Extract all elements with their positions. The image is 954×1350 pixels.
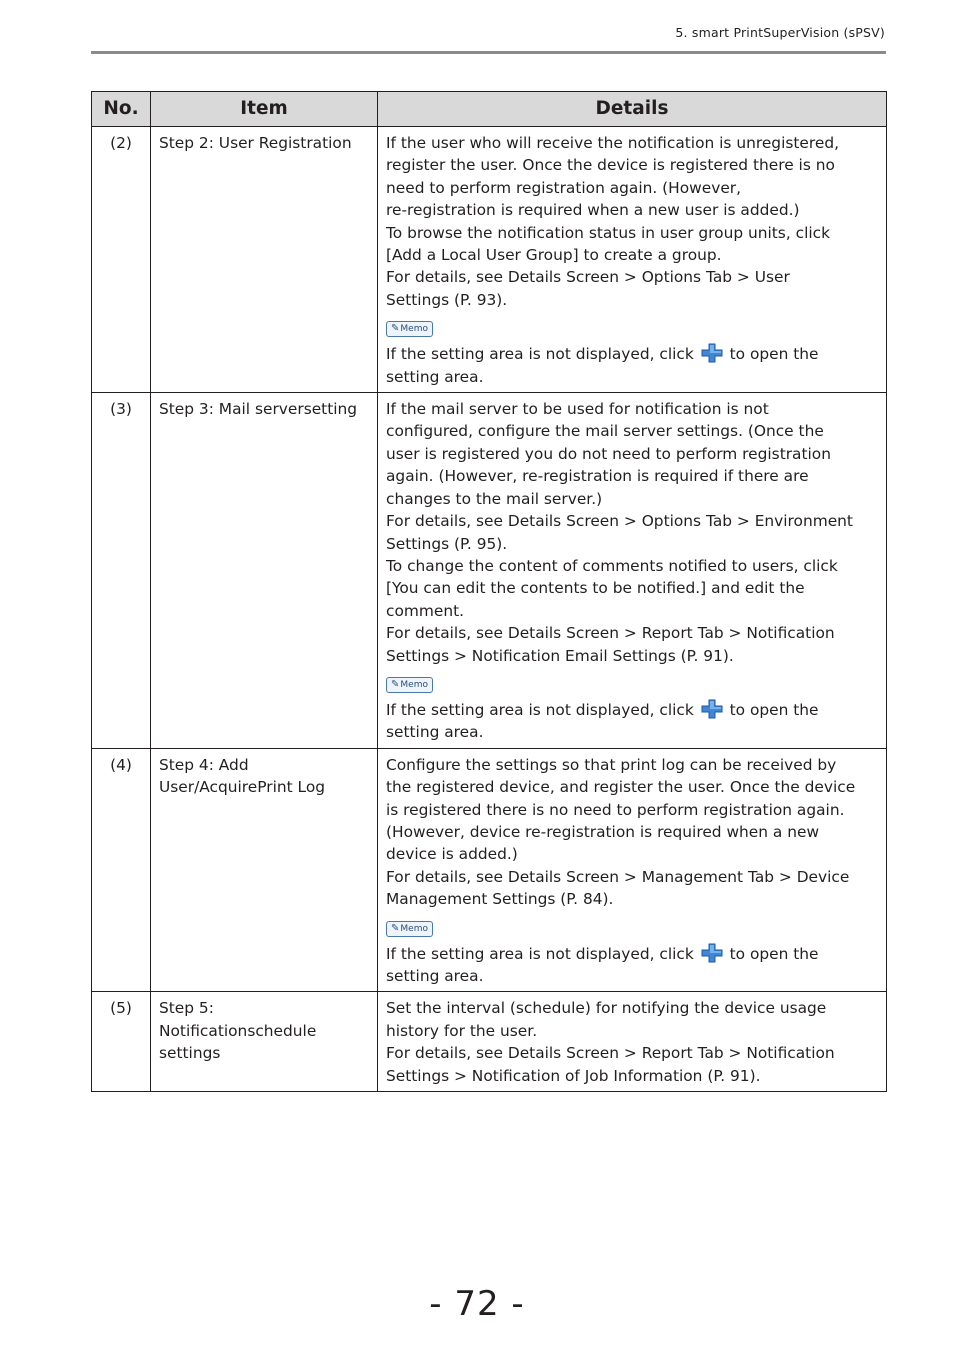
details-line: Management Settings (P. 84). — [386, 890, 614, 909]
details-line: is registered there is no need to perform registration again. — [386, 800, 845, 819]
table-row — [92, 127, 887, 393]
memo-label: Memo — [400, 679, 428, 690]
details-line: re-registration is required when a new user is added.) — [386, 201, 800, 220]
header-rule — [91, 51, 886, 54]
table-row — [92, 393, 887, 749]
details-line: Settings (P. 95). — [386, 534, 508, 553]
details-line: For details, see Details Screen > Options Tab > User — [386, 268, 790, 287]
item-line: setting — [303, 400, 358, 419]
item-line: Print Log — [257, 778, 326, 797]
details-line: If the user who will receive the notification is unregistered, — [386, 134, 839, 152]
details-line: need to perform registration again. (However, — [386, 178, 742, 197]
memo-text-before: If the setting area is not displayed, click — [386, 944, 694, 963]
memo-pencil-icon: ✎ — [391, 922, 400, 934]
column-header-details: Details — [378, 92, 887, 127]
details-line: comment. — [386, 601, 465, 620]
step-item — [151, 127, 378, 393]
item-line: schedule settings — [159, 1021, 317, 1063]
step-details — [378, 748, 887, 992]
details-line: Settings > Notification of Job Information (P. 91). — [386, 1066, 761, 1085]
plus-icon — [701, 699, 723, 719]
step-number: (4) — [92, 748, 151, 992]
memo-text-line — [386, 343, 878, 365]
step-item — [151, 992, 378, 1092]
memo-badge — [386, 677, 433, 693]
memo-text-after: to open the — [729, 345, 819, 364]
step-number: (2) — [92, 127, 151, 393]
steps-table — [91, 91, 887, 1092]
table-row — [92, 992, 887, 1092]
step-details — [378, 992, 887, 1092]
memo-text-line — [386, 943, 878, 965]
details-line: again. (However, re-registration is required if there are — [386, 467, 809, 486]
details-line: For details, see Details Screen > Options Tab > Environment — [386, 512, 853, 531]
table-row — [92, 748, 887, 992]
memo-text-line — [386, 699, 878, 721]
details-line: For details, see Details Screen > Report Tab > Notification — [386, 1044, 835, 1063]
step-item — [151, 393, 378, 749]
details-line: To browse the notification status in user group units, click — [386, 223, 830, 242]
details-line: Settings > Notification Email Settings (P. 91). — [386, 646, 734, 665]
step-details — [378, 393, 887, 749]
plus-icon — [701, 943, 723, 963]
memo-text-after: to open the — [729, 944, 819, 963]
memo-text-before: If the setting area is not displayed, click — [386, 700, 694, 719]
step-number: (5) — [92, 992, 151, 1092]
plus-icon — [701, 343, 723, 363]
memo-pencil-icon: ✎ — [391, 678, 400, 690]
memo-label: Memo — [400, 324, 428, 335]
details-line: (However, device re-registration is required when a new — [386, 822, 820, 841]
column-header-item: Item — [151, 92, 378, 127]
details-line: configured, configure the mail server settings. (Once the — [386, 422, 824, 441]
memo-text-line: setting area. — [386, 967, 484, 985]
memo-text-line: setting area. — [386, 723, 484, 742]
memo-label: Memo — [400, 923, 428, 934]
details-line: Set the interval (schedule) for notifying the device usage — [386, 999, 827, 1018]
item-line: Step 2: User Registration — [159, 134, 352, 152]
memo-text-before: If the setting area is not displayed, click — [386, 345, 694, 364]
table-header-row — [92, 92, 887, 127]
details-line: changes to the mail server.) — [386, 489, 603, 508]
item-line: Step 5: Notification — [159, 999, 248, 1040]
step-details — [378, 127, 887, 393]
details-line: history for the user. — [386, 1021, 538, 1040]
details-line: [Add a Local User Group] to create a group. — [386, 246, 722, 265]
details-line: Settings (P. 93). — [386, 290, 508, 309]
memo-badge — [386, 321, 433, 337]
details-line: register the user. Once the device is registered there is no — [386, 156, 835, 175]
memo-badge — [386, 921, 433, 937]
details-line: device is added.) — [386, 845, 518, 864]
running-header: 5. smart PrintSuperVision (sPSV) — [675, 25, 885, 40]
table-body — [92, 127, 887, 1092]
step-number: (3) — [92, 393, 151, 749]
step-item — [151, 748, 378, 992]
memo-text-line: setting area. — [386, 367, 484, 386]
page-number: - 72 - — [429, 1284, 525, 1324]
details-line: the registered device, and register the user. Once the device — [386, 778, 856, 797]
column-header-no: No. — [92, 92, 151, 127]
memo-pencil-icon: ✎ — [391, 323, 400, 335]
item-line: Step 4: Add User/Acquire — [159, 755, 258, 797]
details-line: user is registered you do not need to perform registration — [386, 444, 831, 463]
memo-text-after: to open the — [729, 700, 819, 719]
details-line: [You can edit the contents to be notified.] and edit the — [386, 579, 805, 598]
details-line: To change the content of comments notified to users, click — [386, 556, 838, 575]
details-line: If the mail server to be used for notification is not — [386, 400, 769, 419]
details-line: For details, see Details Screen > Report Tab > Notification — [386, 624, 835, 643]
details-line: For details, see Details Screen > Management Tab > Device — [386, 867, 850, 886]
item-line: Step 3: Mail server — [159, 400, 304, 419]
details-line: Configure the settings so that print log can be received by — [386, 755, 837, 774]
